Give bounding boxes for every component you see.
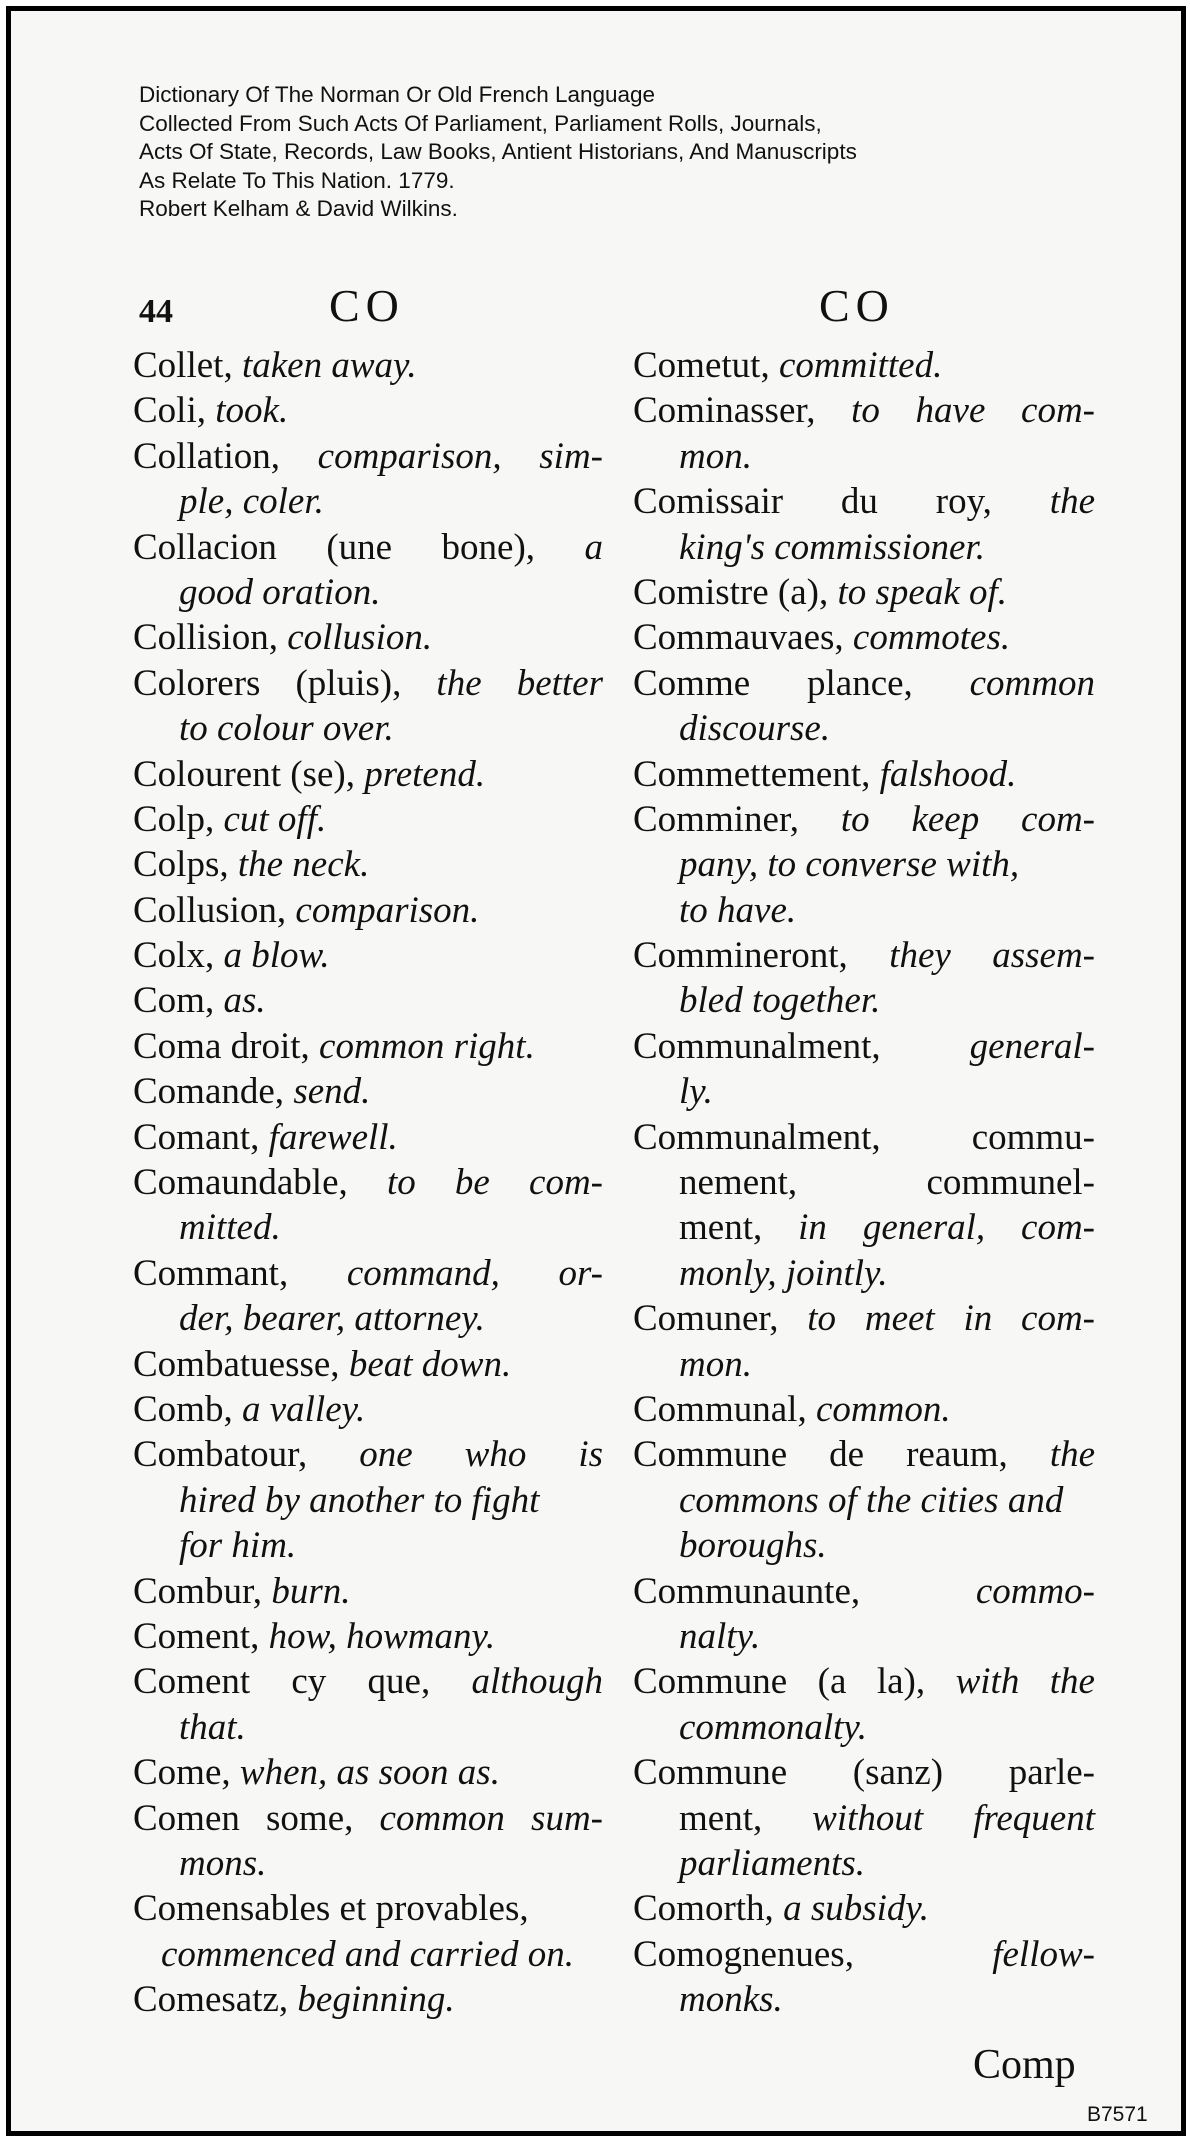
dictionary-entry: [633, 1432, 1095, 1568]
definition-cont: mitted.: [179, 1207, 281, 1249]
headword-variant: parle-: [1008, 1752, 1096, 1794]
dictionary-entry: [133, 1115, 603, 1160]
dictionary-entry: [133, 797, 603, 842]
definition: the: [1049, 1434, 1096, 1476]
dictionary-entry: [633, 615, 1095, 660]
dictionary-entry: [133, 1432, 603, 1568]
definition: beginning.: [297, 1979, 455, 2021]
definition: although: [471, 1661, 604, 1703]
definition: to speak of.: [837, 571, 1008, 613]
headword: Colp,: [133, 798, 215, 840]
caption-line: As Relate To This Nation. 1779.: [139, 167, 455, 193]
headword: Collision,: [133, 617, 278, 659]
dictionary-entry: [133, 1977, 603, 2022]
definition: collusion.: [287, 617, 433, 659]
definition-cont: to colour over.: [179, 708, 394, 750]
headword: Coli,: [133, 390, 206, 432]
headword: Comorth,: [633, 1888, 774, 1930]
definition: beat down.: [348, 1343, 512, 1385]
dictionary-entry: [633, 479, 1095, 570]
definition-cont: king's commissioner.: [679, 526, 985, 568]
dictionary-entry: [133, 1659, 603, 1750]
definition: cut off.: [223, 798, 327, 840]
definition: with the: [955, 1661, 1095, 1703]
dictionary-entry: [133, 615, 603, 660]
left-column: [133, 343, 603, 2022]
definition-cont: monly, jointly.: [679, 1252, 888, 1294]
headword: Combatuesse,: [133, 1343, 340, 1385]
dictionary-entry: [633, 1932, 1095, 2023]
headword: Commineront,: [633, 935, 848, 977]
headword: Commant,: [133, 1252, 289, 1294]
definition-cont: commons of the cities and: [679, 1479, 1064, 1521]
definition: common: [969, 662, 1095, 704]
dictionary-entry: [633, 1024, 1095, 1115]
headword: Commune (a la),: [633, 1661, 926, 1703]
dictionary-entry: [133, 978, 603, 1023]
headword: Commune (sanz): [633, 1752, 944, 1794]
page-number: 44: [139, 293, 173, 330]
definition-cont: commenced and carried on.: [161, 1933, 575, 1975]
definition: commo-: [975, 1570, 1095, 1612]
definition-cont: mons.: [179, 1842, 267, 1884]
definition: to be com-: [386, 1162, 603, 1204]
headword: Comme plance,: [633, 662, 913, 704]
headword-variant: communel-: [926, 1162, 1095, 1204]
dictionary-entry: [633, 797, 1095, 933]
dictionary-entry: [133, 1069, 603, 1114]
dictionary-entry: [633, 1387, 1095, 1432]
headword: Coma droit,: [133, 1025, 310, 1067]
headword: Communalment,: [633, 1025, 881, 1067]
headword: Colx,: [133, 935, 215, 977]
definition: the neck.: [237, 844, 370, 886]
headword: Commune de reaum,: [633, 1434, 1008, 1476]
definition: commotes.: [852, 617, 1011, 659]
headword: Commauvaes,: [633, 617, 844, 659]
definition-cont: ly.: [679, 1071, 713, 1113]
headword: Comistre (a),: [633, 571, 829, 613]
headword: Comen some,: [133, 1797, 354, 1839]
headword: Colourent (se),: [133, 753, 355, 795]
dictionary-entry: [133, 1569, 603, 1614]
definition: to meet in com-: [807, 1298, 1096, 1340]
definition: committed.: [778, 345, 943, 386]
definition: comparison, sim-: [317, 435, 603, 477]
dictionary-entry: [633, 1886, 1095, 1931]
headword: Comaundable,: [133, 1162, 348, 1204]
definition: without frequent: [812, 1797, 1095, 1839]
definition-cont: to have.: [679, 889, 797, 931]
dictionary-entry: [133, 842, 603, 887]
dictionary-entry: [133, 933, 603, 978]
headword: Colps,: [133, 844, 229, 886]
headword: Comuner,: [633, 1298, 779, 1340]
definition: taken away.: [241, 345, 417, 386]
dictionary-entry: [133, 661, 603, 752]
headword: Comensables et provables,: [133, 1888, 529, 1930]
headword: Communal,: [633, 1388, 807, 1430]
dictionary-entry: [133, 388, 603, 433]
definition-cont: nalty.: [679, 1615, 761, 1657]
dictionary-entry: [133, 1796, 603, 1887]
dictionary-entry: [633, 570, 1095, 615]
definition: one who is: [359, 1434, 603, 1476]
definition-cont: ple, coler.: [179, 481, 324, 523]
definition-cont: der, bearer, attorney.: [179, 1298, 485, 1340]
page-scan: [6, 6, 1186, 2136]
definition: common right.: [319, 1025, 535, 1067]
headword-variant: commu-: [971, 1116, 1095, 1158]
definition: a: [584, 526, 603, 568]
definition-cont: mon.: [679, 1343, 752, 1385]
caption-block: [139, 81, 857, 224]
dictionary-entry: [633, 752, 1095, 797]
headword: Comande,: [133, 1071, 285, 1113]
headword: Comognenues,: [633, 1933, 854, 1975]
definition: send.: [293, 1071, 371, 1113]
dictionary-entry: [133, 1342, 603, 1387]
definition-cont: bled together.: [679, 980, 881, 1022]
dictionary-entry: [633, 933, 1095, 1024]
definition: common sum-: [379, 1797, 604, 1839]
right-column: [633, 343, 1095, 2022]
definition: how, howmany.: [268, 1615, 496, 1657]
headword: Communalment,: [633, 1116, 881, 1158]
headword: Comissair du roy,: [633, 481, 992, 523]
headword: Comb,: [133, 1388, 233, 1430]
reference-id: B7571: [1087, 2103, 1148, 2126]
definition: the: [1049, 481, 1095, 523]
dictionary-entry: [133, 1886, 603, 1977]
definition: general-: [969, 1025, 1095, 1067]
dictionary-entry: [633, 1569, 1095, 1660]
catchword: Comp: [973, 2042, 1076, 2088]
definition-cont: for him.: [179, 1525, 297, 1567]
headword: Colorers (pluis),: [133, 662, 402, 704]
definition: common.: [815, 1388, 951, 1430]
definition: they assem-: [889, 935, 1095, 977]
headword: Combur,: [133, 1570, 263, 1612]
headword: Collusion,: [133, 889, 287, 931]
definition: the better: [436, 662, 603, 704]
definition-cont: that.: [179, 1706, 246, 1748]
headword-variant: nement,: [679, 1162, 798, 1204]
headword: Comant,: [133, 1116, 260, 1158]
definition-cont: discourse.: [679, 708, 831, 750]
dictionary-entry: [633, 388, 1095, 479]
caption-line: Acts Of State, Records, Law Books, Antient Historians, And Manuscripts: [139, 139, 857, 164]
definition: took.: [215, 390, 289, 432]
dictionary-entry: [133, 888, 603, 933]
headword: Collation,: [133, 435, 280, 477]
definition-cont: hired by another to fight: [179, 1479, 540, 1521]
definition: as.: [223, 980, 266, 1022]
dictionary-entry: [133, 1024, 603, 1069]
definition-cont: monks.: [679, 1979, 783, 2021]
definition-cont: mon.: [679, 435, 752, 477]
headword: Communaunte,: [633, 1570, 861, 1612]
headword: Coment,: [133, 1615, 260, 1657]
definition: a blow.: [223, 935, 330, 977]
headword: Collacion (une bone),: [133, 526, 536, 568]
running-head-right: CO: [819, 280, 895, 331]
definition-cont: commonalty.: [679, 1706, 868, 1748]
headword: Comminer,: [633, 798, 800, 840]
dictionary-entry: [633, 1115, 1095, 1297]
definition: pretend.: [364, 753, 486, 795]
headword-variant: ment,: [679, 1207, 763, 1249]
definition: comparison.: [295, 889, 480, 931]
dictionary-entry: [133, 434, 603, 525]
dictionary-entry: [133, 752, 603, 797]
headword: Collet,: [133, 345, 233, 386]
definition: to have com-: [851, 390, 1095, 432]
definition: a subsidy.: [783, 1888, 930, 1930]
headword: Come,: [133, 1752, 231, 1794]
dictionary-entry: [633, 343, 1095, 388]
caption-line: Collected From Such Acts Of Parliament, Parliament Rolls, Journals,: [139, 110, 822, 136]
running-head-left: CO: [329, 280, 405, 331]
definition-cont: boroughs.: [679, 1525, 827, 1567]
definition: falshood.: [879, 753, 1017, 795]
dictionary-entry: [133, 1614, 603, 1659]
headword: Commettement,: [633, 753, 871, 795]
headword-variant: ment,: [679, 1797, 763, 1839]
definition: command, or-: [346, 1252, 604, 1294]
headword: Cominasser,: [633, 390, 816, 432]
definition: burn.: [271, 1570, 351, 1612]
definition-cont: pany, to converse with,: [679, 844, 1020, 886]
definition: farewell.: [268, 1116, 398, 1158]
dictionary-entry: [133, 1750, 603, 1795]
definition: in general, com-: [798, 1207, 1095, 1249]
definition-cont: parliaments.: [679, 1842, 866, 1884]
definition: fellow-: [992, 1933, 1095, 1975]
dictionary-entry: [133, 1387, 603, 1432]
dictionary-entry: [133, 525, 603, 616]
dictionary-entry: [633, 1296, 1095, 1387]
dictionary-entry: [633, 661, 1095, 752]
headword: Cometut,: [633, 345, 770, 386]
caption-title: Dictionary Of The Norman Or Old French Language: [139, 82, 656, 107]
headword: Comesatz,: [133, 1979, 289, 2021]
dictionary-entry: [633, 1659, 1095, 1750]
headword: Com,: [133, 980, 215, 1022]
dictionary-entry: [133, 1251, 603, 1342]
definition-cont: good oration.: [179, 571, 381, 613]
dictionary-entry: [633, 1750, 1095, 1886]
dictionary-entry: [133, 1160, 603, 1251]
caption-authors: Robert Kelham & David Wilkins.: [139, 196, 458, 221]
definition: a valley.: [241, 1388, 366, 1430]
definition: when, as soon as.: [239, 1752, 500, 1794]
definition: to keep com-: [840, 798, 1096, 840]
headword: Combatour,: [133, 1434, 308, 1476]
headword: Coment cy que,: [133, 1661, 431, 1703]
dictionary-entry: [133, 343, 603, 388]
